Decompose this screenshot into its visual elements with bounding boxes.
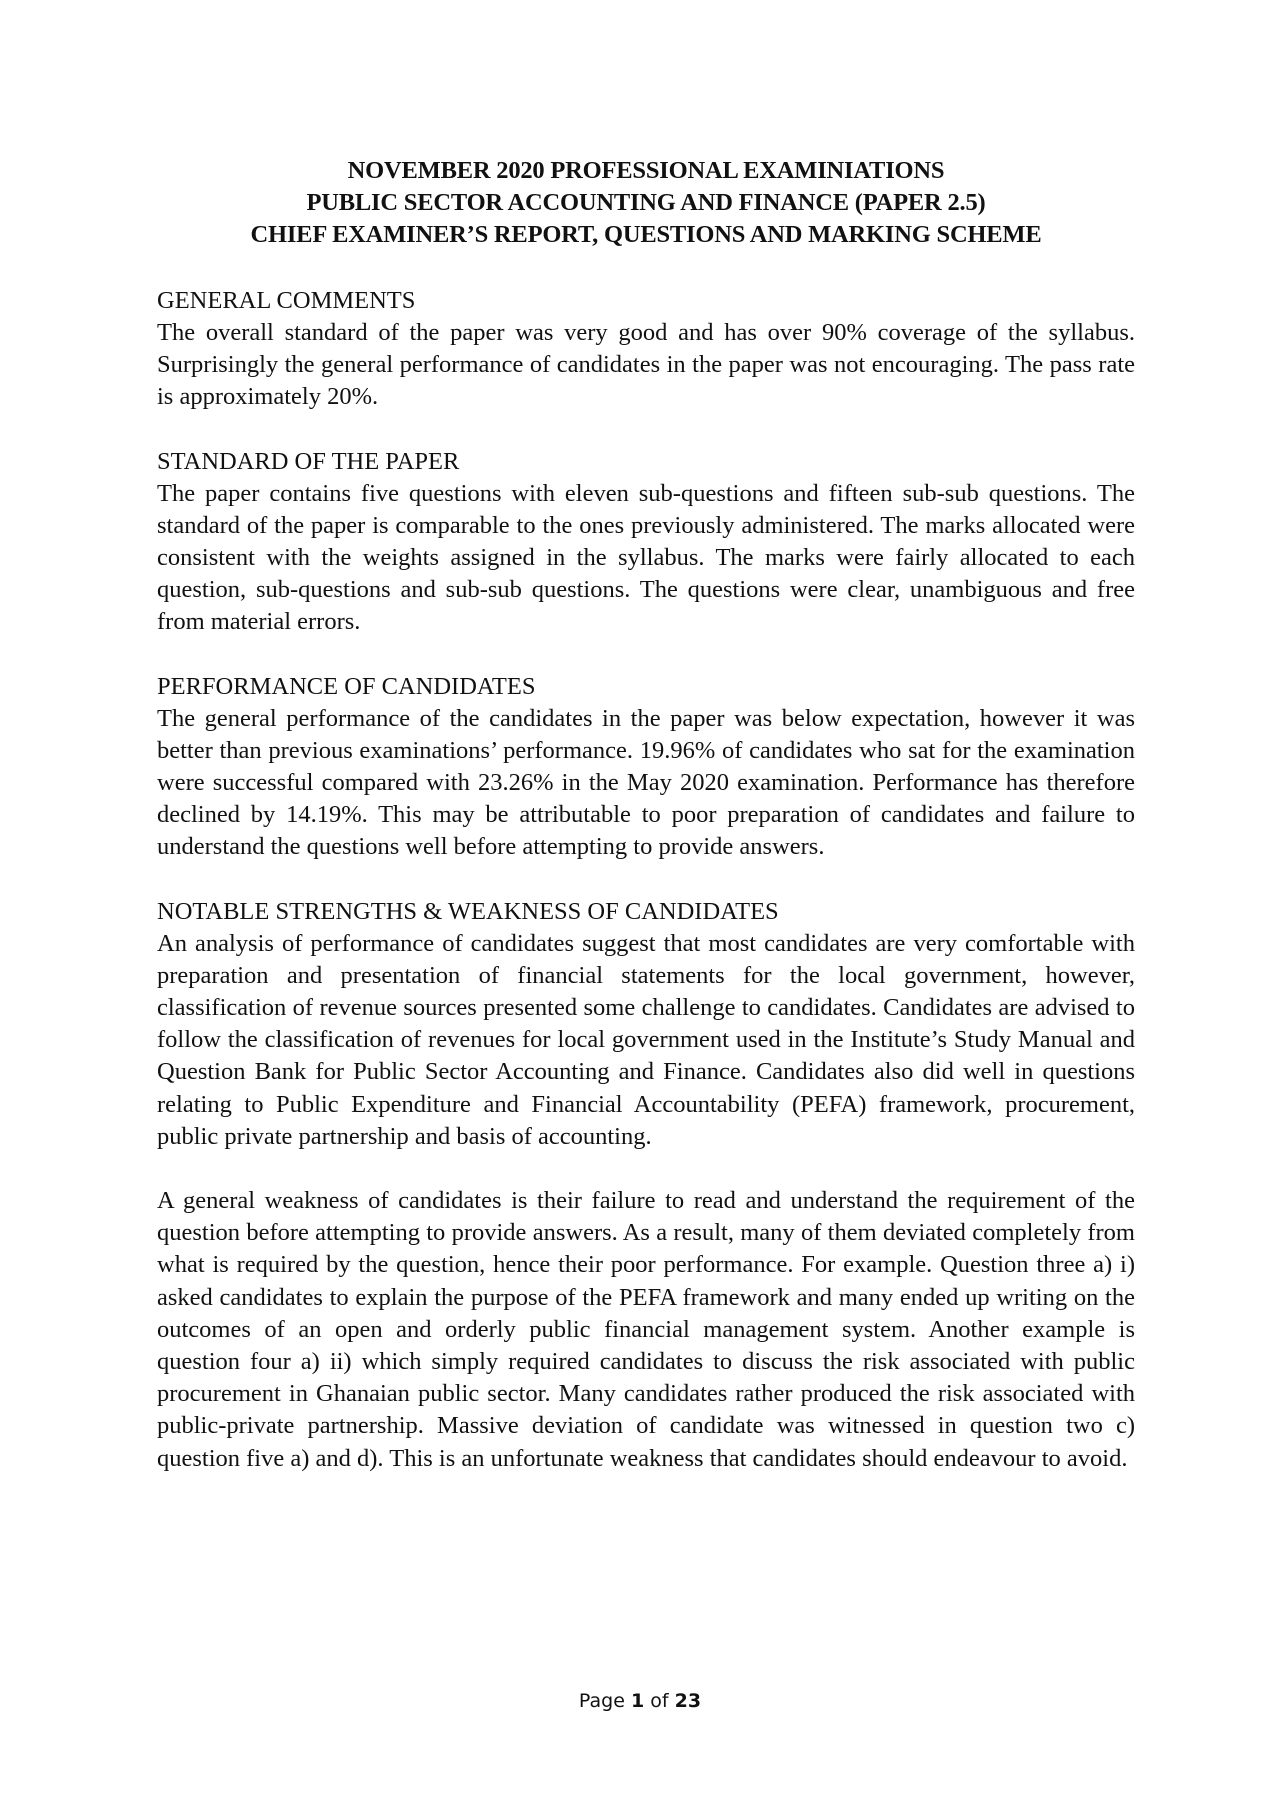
section-heading: PERFORMANCE OF CANDIDATES (157, 672, 536, 700)
document-page (157, 155, 1135, 1507)
page-number-footer (0, 1690, 1280, 1712)
document-title (157, 155, 1135, 251)
paragraph: The overall standard of the paper was very good and has over 90% coverage of the syllabus. Surprisingly the general performance of candidates in the paper was not encouraging. The pass rate is approximately 20%. (157, 319, 1135, 411)
section-performance-of-candidates (157, 671, 1135, 864)
section-general-comments (157, 285, 1135, 414)
page-label: Page (578, 1690, 625, 1712)
title-line-1: NOVEMBER 2020 PROFESSIONAL EXAMINIATIONS (347, 157, 945, 184)
section-heading: GENERAL COMMENTS (157, 287, 416, 314)
of-label: of (650, 1690, 669, 1712)
paragraph: The paper contains five questions with eleven sub-questions and fifteen sub-sub questions. The standard of the paper is comparable to the ones previously administered. The marks allocated were consistent with the weights assigned in the syllabus. The marks were fairly allocated to each question, sub-questions and sub-sub questions. The questions were clear, unambiguous and free from material errors. (157, 479, 1135, 636)
current-page-number: 1 (630, 1690, 645, 1712)
section-heading: STANDARD OF THE PAPER (157, 447, 460, 475)
section-strengths-weakness (157, 896, 1135, 1475)
paragraph: The general performance of the candidates in the paper was below expectation, however it was better than previous examinations’ performance. 19.96% of candidates who sat for the examination were successful compared with 23.26% in the May 2020 examination. Performance has therefore declined by 14.19%. This may be attributable to poor preparation of candidates and failure to understand the questions well before attempting to provide answers. (157, 704, 1135, 861)
title-line-3: CHIEF EXAMINER’S REPORT, QUESTIONS AND MARKING SCHEME (250, 221, 1042, 248)
paragraph: An analysis of performance of candidates suggest that most candidates are very comfortable with preparation and presentation of financial statements for the local government, however, classification of revenue sources presented some challenge to candidates. Candidates are advised to follow the classification of revenues for local government used in the Institute’s Study Manual and Question Bank for Public Sector Accounting and Finance. Candidates also did well in questions relating to Public Expenditure and Financial Accountability (PEFA) framework, procurement, public private partnership and basis of accounting. (157, 929, 1135, 1150)
title-line-2: PUBLIC SECTOR ACCOUNTING AND FINANCE (PAPER 2.5) (306, 189, 986, 216)
paragraph: A general weakness of candidates is their failure to read and understand the requirement of the question before attempting to provide answers. As a result, many of them deviated completely from what is required by the question, hence their poor performance. For example. Question three a) i) asked candidates to explain the purpose of the PEFA framework and many ended up writing on the outcomes of an open and orderly public financial management system. Another example is question four a) ii) which simply required candidates to discuss the risk associated with public procurement in Ghanaian public sector. Many candidates rather produced the risk associated with public-private partnership. Massive deviation of candidate was witnessed in question two c) question five a) and d). This is an unfortunate weakness that candidates should endeavour to avoid. (157, 1187, 1135, 1472)
section-standard-of-paper (157, 446, 1135, 639)
total-pages: 23 (674, 1690, 702, 1712)
section-heading: NOTABLE STRENGTHS & WEAKNESS OF CANDIDATES (157, 897, 779, 925)
